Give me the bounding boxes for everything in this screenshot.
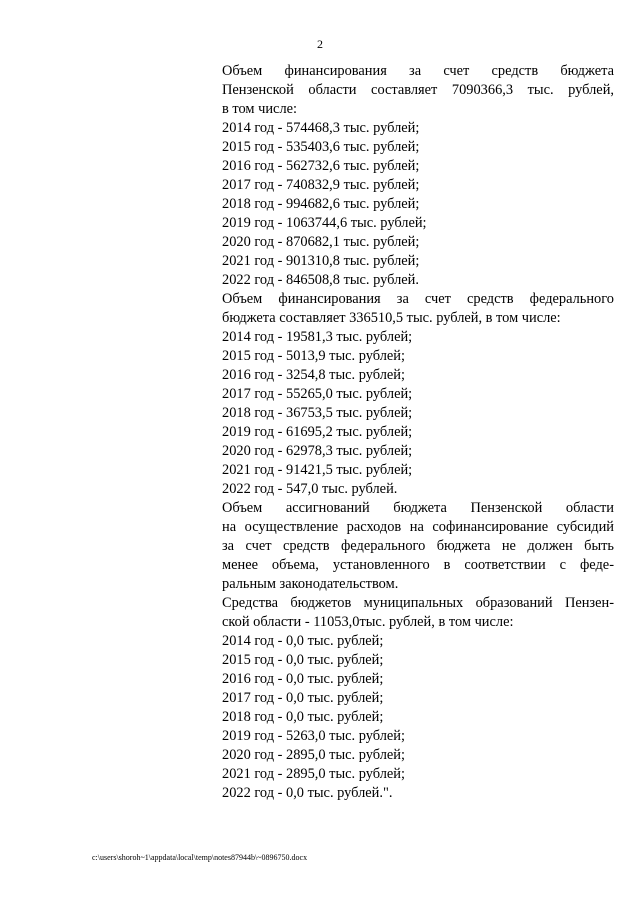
text-line: 2016 год - 0,0 тыс. рублей; — [222, 671, 384, 687]
text-line: 2018 год - 36753,5 тыс. рублей; — [222, 405, 413, 421]
footer-file-path: c:\users\shoroh~1\appdata\local\temp\notes87944b\~0896750.docx — [92, 853, 308, 862]
text-line: 2018 год - 0,0 тыс. рублей; — [222, 709, 384, 725]
text-line: менее объема, установленного в соответствии с феде- — [222, 557, 614, 573]
text-line: бюджета составляет 336510,5 тыс. рублей, в том числе: — [222, 310, 561, 326]
text-line: 2022 год - 846508,8 тыс. рублей. — [222, 272, 419, 288]
text-line: 2015 год - 5013,9 тыс. рублей; — [222, 348, 405, 364]
text-line: ской области - 11053,0тыс. рублей, в том числе: — [222, 614, 514, 630]
text-line: Объем финансирования за счет средств федерального — [222, 291, 614, 307]
text-line: Пензенской области составляет 7090366,3 тыс. рублей, — [222, 82, 614, 98]
text-line: за счет средств федерального бюджета не должен быть — [222, 538, 614, 554]
text-line: в том числе: — [222, 101, 298, 117]
document-body — [222, 62, 614, 803]
text-line: 2017 год - 0,0 тыс. рублей; — [222, 690, 384, 706]
text-line: 2019 год - 61695,2 тыс. рублей; — [222, 424, 413, 440]
text-line: 2015 год - 535403,6 тыс. рублей; — [222, 139, 420, 155]
text-line: 2017 год - 740832,9 тыс. рублей; — [222, 177, 420, 193]
text-line: 2018 год - 994682,6 тыс. рублей; — [222, 196, 420, 212]
text-line: ральным законодательством. — [222, 576, 399, 592]
text-line: Средства бюджетов муниципальных образований Пензен- — [222, 595, 614, 611]
text-line: 2022 год - 0,0 тыс. рублей.". — [222, 785, 393, 801]
text-line: Объем финансирования за счет средств бюджета — [222, 63, 614, 79]
text-line: 2021 год - 2895,0 тыс. рублей; — [222, 766, 405, 782]
text-line: 2020 год - 62978,3 тыс. рублей; — [222, 443, 413, 459]
text-line: 2014 год - 19581,3 тыс. рублей; — [222, 329, 413, 345]
text-line: 2014 год - 0,0 тыс. рублей; — [222, 633, 384, 649]
text-line: 2015 год - 0,0 тыс. рублей; — [222, 652, 384, 668]
text-line: на осуществление расходов на софинансирование субсидий — [222, 519, 614, 535]
text-line: 2016 год - 562732,6 тыс. рублей; — [222, 158, 420, 174]
text-line: 2020 год - 2895,0 тыс. рублей; — [222, 747, 405, 763]
text-line: 2019 год - 5263,0 тыс. рублей; — [222, 728, 405, 744]
text-line: 2017 год - 55265,0 тыс. рублей; — [222, 386, 413, 402]
text-line: 2022 год - 547,0 тыс. рублей. — [222, 481, 398, 497]
text-line: 2020 год - 870682,1 тыс. рублей; — [222, 234, 420, 250]
text-line: 2021 год - 91421,5 тыс. рублей; — [222, 462, 413, 478]
text-line: 2021 год - 901310,8 тыс. рублей; — [222, 253, 420, 269]
page-number: 2 — [317, 37, 323, 51]
text-line: 2014 год - 574468,3 тыс. рублей; — [222, 120, 420, 136]
text-line: Объем ассигнований бюджета Пензенской области — [222, 500, 614, 516]
text-line: 2016 год - 3254,8 тыс. рублей; — [222, 367, 405, 383]
text-line: 2019 год - 1063744,6 тыс. рублей; — [222, 215, 427, 231]
